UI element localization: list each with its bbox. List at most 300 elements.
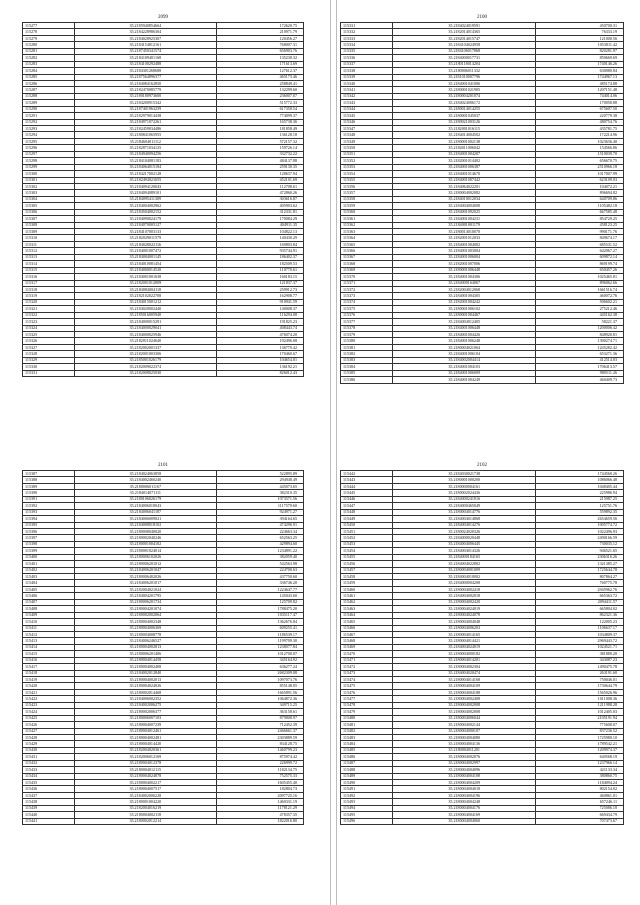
coordinate-cell: 35.2180004002418	[393, 586, 536, 592]
value-cell: 1086066.48	[535, 477, 623, 483]
coordinate-cell: 35.2184001006004	[393, 254, 536, 260]
row-id-cell: 115425	[23, 715, 75, 721]
row-id-cell: 115332	[341, 29, 393, 35]
coordinate-cell: 35.2180004002408	[75, 664, 217, 670]
row-id-cell: 115285	[23, 74, 75, 80]
coordinate-cell: 35.2184001041006	[393, 80, 536, 86]
value-cell: 472860.26	[216, 190, 303, 196]
coordinate-cell: 35.2180004004176	[393, 805, 536, 811]
coordinate-cell: 35.2180004024019	[393, 606, 536, 612]
value-cell: 2105191.94	[535, 715, 623, 721]
value-cell: 1234891.22	[216, 548, 303, 554]
value-cell: 191825.23	[216, 319, 303, 325]
value-cell: 226999.72	[216, 760, 303, 766]
coordinate-cell: 35.2180004006369	[75, 625, 217, 631]
coordinate-cell: 35.2184004024019	[393, 644, 536, 650]
value-cell: 125709.82	[216, 599, 303, 605]
row-id-cell: 115449	[341, 516, 393, 522]
row-id-cell: 115353	[341, 164, 393, 170]
coordinate-cell: 35.2180004014458	[75, 657, 217, 663]
coordinate-cell: 35.2180006007103	[75, 715, 217, 721]
value-cell: 259912.73	[216, 286, 303, 292]
coordinate-cell: 35.2180006201406	[75, 651, 217, 657]
coordinate-cell: 35.2184000164067	[393, 280, 536, 286]
value-cell: 774099.37	[216, 113, 303, 119]
row-id-cell: 115328	[23, 351, 75, 357]
value-cell: 506602.21	[535, 299, 623, 305]
coordinate-cell: 35.2180004002420	[393, 599, 536, 605]
row-id-cell: 115373	[341, 293, 393, 299]
coordinate-cell: 35.2184001004306	[393, 274, 536, 280]
coordinate-cell: 35.2184002012840	[75, 670, 217, 676]
value-cell: 669434.79	[535, 812, 623, 818]
row-id-cell: 115352	[341, 158, 393, 164]
row-id-cell: 115319	[23, 293, 75, 299]
coordinate-cell: 35.2180841065955	[75, 132, 217, 138]
row-id-cell: 115472	[341, 664, 393, 670]
row-id-cell: 115304	[23, 196, 75, 202]
table-block-2100	[340, 14, 624, 384]
coordinate-cell: 35.2180004004018	[393, 786, 536, 792]
coordinate-cell: 35.2184604011112	[75, 138, 217, 144]
value-cell: 435781.75	[535, 126, 623, 132]
row-id-cell: 115308	[23, 222, 75, 228]
value-cell: 1661516.74	[535, 286, 623, 292]
coordinate-cell: 35.2180004012115	[75, 767, 217, 773]
value-cell: 259130.35	[216, 164, 303, 170]
value-cell: 421133.34	[535, 767, 623, 773]
row-id-cell: 115360	[341, 209, 393, 215]
row-id-cell: 115393	[23, 509, 75, 515]
row-id-cell: 115496	[341, 818, 393, 824]
coordinate-cell: 35.2184004020474	[393, 670, 536, 676]
value-cell: 121000.56	[535, 35, 623, 41]
row-id-cell: 115345	[341, 113, 393, 119]
value-cell: 465173.46	[216, 74, 303, 80]
row-id-cell: 115326	[23, 338, 75, 344]
row-id-cell: 115457	[341, 567, 393, 573]
coordinate-cell: 35.2184006009021	[75, 516, 217, 522]
coordinate-cell: 35.2184000465049	[393, 503, 536, 509]
coordinate-cell: 35.2180004002082	[393, 190, 536, 196]
value-cell: 675607.50	[535, 106, 623, 112]
row-id-cell: 115419	[23, 677, 75, 683]
value-cell: 1073571.56	[216, 496, 303, 502]
row-id-cell: 115382	[341, 351, 393, 357]
coordinate-cell: 35.2180001006448	[393, 267, 536, 273]
row-id-cell: 115391	[23, 496, 75, 502]
row-id-cell: 115300	[23, 171, 75, 177]
value-cell: 896062.66	[535, 280, 623, 286]
row-id-cell: 115483	[341, 734, 393, 740]
value-cell: 2306316.26	[535, 554, 623, 560]
value-cell: 1097073.76	[216, 677, 303, 683]
value-cell: 258849.41	[216, 80, 303, 86]
row-id-cell: 115370	[341, 274, 393, 280]
row-id-cell: 115459	[341, 580, 393, 586]
row-id-cell: 115453	[341, 541, 393, 547]
row-id-cell: 115348	[341, 132, 393, 138]
value-cell: 896694.82	[535, 190, 623, 196]
coordinate-cell: 35.2180001002138	[393, 138, 536, 144]
data-table	[22, 22, 304, 377]
row-id-cell: 115288	[23, 93, 75, 99]
coordinate-cell: 35.2184001004231	[393, 216, 536, 222]
value-cell: 162908.77	[216, 293, 303, 299]
coordinate-cell: 35.2184004014326	[393, 548, 536, 554]
row-id-cell: 115447	[341, 503, 393, 509]
table-block-2102	[340, 462, 624, 825]
coordinate-cell: 35.2185016005940	[75, 312, 217, 318]
coordinate-cell: 35.2184200915342	[75, 100, 217, 106]
data-table	[22, 470, 304, 825]
coordinate-cell: 35.2180004002008	[393, 702, 536, 708]
coordinate-cell: 35.2184001092025	[393, 209, 536, 215]
coordinate-cell: 35.2182001007006	[393, 261, 536, 267]
row-id-cell: 115397	[23, 535, 75, 541]
block-title: 2100	[477, 15, 487, 20]
coordinate-cell: 35.2180004006203	[393, 625, 536, 631]
row-id-cell: 115488	[341, 767, 393, 773]
value-cell: 1321385.27	[535, 561, 623, 567]
coordinate-cell: 35.2180001004467	[393, 312, 536, 318]
row-id-cell: 115313	[23, 254, 75, 260]
coordinate-cell: 35.2180004021064	[393, 344, 536, 350]
row-id-cell: 115437	[23, 792, 75, 798]
coordinate-cell: 35.2184301268688	[75, 68, 217, 74]
value-cell: 104822.13	[216, 229, 303, 235]
row-id-cell: 115295	[23, 138, 75, 144]
value-cell: 136770.42	[216, 344, 303, 350]
coordinate-cell: 35.2180004004108	[393, 773, 536, 779]
coordinate-cell: 35.2180004024026	[75, 683, 217, 689]
coordinate-cell: 35.2182029011579	[75, 235, 217, 241]
value-cell: 2654659.56	[535, 516, 623, 522]
coordinate-cell: 35.2180004002997	[393, 760, 536, 766]
value-cell: 768007.31	[216, 42, 303, 48]
value-cell: 2303889.59	[216, 734, 303, 740]
row-id-cell: 115340	[341, 80, 393, 86]
table-block-2099	[22, 14, 304, 377]
coordinate-cell: 35.2184001003004	[393, 248, 536, 254]
row-id-cell: 115401	[23, 561, 75, 567]
coordinate-cell: 35.2182979014438	[75, 113, 217, 119]
row-id-cell: 115362	[341, 222, 393, 228]
row-id-cell: 115422	[23, 696, 75, 702]
value-cell: 802154.02	[535, 786, 623, 792]
row-id-cell: 115316	[23, 274, 75, 280]
value-cell: 1064872.36	[216, 696, 303, 702]
coordinate-cell: 35.2184001006387	[393, 164, 536, 170]
value-cell: 879808.97	[216, 715, 303, 721]
coordinate-cell: 35.2185001026179	[75, 357, 217, 363]
value-cell: 2510966.18	[535, 164, 623, 170]
value-cell: 450700.31	[535, 23, 623, 29]
value-cell: 1012700.07	[216, 651, 303, 657]
row-id-cell: 115374	[341, 299, 393, 305]
row-id-cell: 115283	[23, 61, 75, 67]
coordinate-cell: 35.2180006102026	[75, 554, 217, 560]
value-cell: 128637.94	[216, 171, 303, 177]
row-id-cell: 115334	[341, 42, 393, 48]
row-id-cell: 115463	[341, 606, 393, 612]
value-cell: 1725644.78	[535, 567, 623, 573]
coordinate-cell: 35.2182011024640	[75, 338, 217, 344]
coordinate-cell: 35.2184109401168	[75, 55, 217, 61]
value-cell: 159726.14	[216, 145, 303, 151]
value-cell: 170058.88	[535, 100, 623, 106]
row-id-cell: 115371	[341, 280, 393, 286]
coordinate-cell: 35.2184001006448	[393, 325, 536, 331]
value-cell: 744014.06	[535, 93, 623, 99]
value-cell: 1238077.84	[216, 644, 303, 650]
coordinate-cell: 35.2182004012068	[393, 286, 536, 292]
value-cell: 127612.37	[216, 68, 303, 74]
coordinate-cell: 35.2184002006275	[75, 702, 217, 708]
coordinate-cell: 35.2180118014204	[393, 61, 536, 67]
value-cell: 1788475.20	[216, 606, 303, 612]
row-id-cell: 115470	[341, 651, 393, 657]
coordinate-cell: 35.2184100292488	[75, 61, 217, 67]
row-id-cell: 115379	[341, 332, 393, 338]
value-cell: 924971.27	[216, 509, 303, 515]
page-divider-right	[336, 0, 337, 905]
value-cell: 458123.25	[535, 222, 623, 228]
coordinate-cell: 35.2182008025030	[75, 370, 217, 376]
value-cell: 220779.38	[535, 113, 623, 119]
row-id-cell: 115432	[23, 760, 75, 766]
value-cell: 1245282.42	[535, 344, 623, 350]
row-id-cell: 115444	[341, 483, 393, 489]
coordinate-cell: 35.2184001006248	[393, 338, 536, 344]
value-cell: 1053811.42	[535, 42, 623, 48]
row-id-cell: 115344	[341, 106, 393, 112]
value-cell: 186402.37	[216, 254, 303, 260]
value-cell: 154566.86	[535, 145, 623, 151]
value-cell: 136128.18	[216, 132, 303, 138]
row-id-cell: 115290	[23, 106, 75, 112]
value-cell: 640568.19	[535, 754, 623, 760]
value-cell: 542563.98	[216, 561, 303, 567]
row-id-cell: 115407	[23, 599, 75, 605]
coordinate-cell: 35.2184104024958	[393, 42, 536, 48]
value-cell: 182804.73	[216, 786, 303, 792]
value-cell: 1822016.80	[216, 818, 303, 824]
value-cell: 224700.63	[216, 567, 303, 573]
coordinate-cell: 35.2180002012214	[75, 818, 217, 824]
value-cell: 210971.79	[216, 29, 303, 35]
coordinate-cell: 35.2180106026179	[75, 496, 217, 502]
coordinate-cell: 35.2182001016115	[393, 126, 536, 132]
row-id-cell: 115417	[23, 664, 75, 670]
coordinate-cell: 35.2182001003306	[75, 351, 217, 357]
coordinate-cell: 35.2180004004096	[393, 767, 536, 773]
value-cell: 1178121.29	[216, 805, 303, 811]
row-id-cell: 115430	[23, 747, 75, 753]
coordinate-cell: 35.2182014014365	[393, 29, 536, 35]
table-row	[341, 377, 624, 383]
row-id-cell: 115473	[341, 670, 393, 676]
coordinate-cell: 35.2184940094256	[75, 151, 217, 157]
coordinate-cell: 35.2180004024078	[393, 612, 536, 618]
value-cell: 617358.54	[216, 106, 303, 112]
value-cell: 1005774.72	[535, 522, 623, 528]
value-cell: 650457.26	[535, 267, 623, 273]
coordinate-cell: 35.2180004004109	[393, 683, 536, 689]
value-cell: 656670.75	[535, 158, 623, 164]
row-id-cell: 115450	[341, 522, 393, 528]
coordinate-cell: 35.2180004004188	[393, 689, 536, 695]
row-id-cell: 115495	[341, 812, 393, 818]
row-id-cell: 115278	[23, 29, 75, 35]
value-cell: 636277.24	[216, 664, 303, 670]
block-title: 2101	[158, 463, 168, 468]
value-cell: 2466661.37	[216, 728, 303, 734]
coordinate-cell: 35.2180006402026	[75, 574, 217, 580]
coordinate-cell: 35.2180004014168	[393, 677, 536, 683]
row-id-cell: 115359	[341, 203, 393, 209]
coordinate-cell: 35.2181010007796	[393, 74, 536, 80]
coordinate-cell: 35.2184020002440	[75, 306, 217, 312]
value-cell: 1605455.40	[216, 780, 303, 786]
row-id-cell: 115297	[23, 151, 75, 157]
row-id-cell: 115386	[341, 377, 393, 383]
value-cell: 1744967.13	[535, 74, 623, 80]
value-cell: 172620.75	[216, 23, 303, 29]
value-cell: 1362676.84	[216, 619, 303, 625]
value-cell: 850669.69	[535, 55, 623, 61]
coordinate-cell: 35.2184095411309	[75, 196, 217, 202]
value-cell: 1106637.17	[535, 625, 623, 631]
row-id-cell: 115377	[341, 319, 393, 325]
row-id-cell: 115355	[341, 177, 393, 183]
value-cell: 460409.73	[535, 377, 623, 383]
row-id-cell: 115435	[23, 780, 75, 786]
value-cell: 140430.29	[216, 235, 303, 241]
row-id-cell: 115395	[23, 522, 75, 528]
row-id-cell: 115403	[23, 574, 75, 580]
table-block-2101	[22, 462, 304, 825]
coordinate-cell: 35.2184014004502	[393, 132, 536, 138]
coordinate-cell: 35.2180001024014	[75, 548, 217, 554]
coordinate-cell: 35.2180004012461	[75, 728, 217, 734]
row-id-cell: 115475	[341, 683, 393, 689]
value-cell: 380860.75	[535, 773, 623, 779]
coordinate-cell: 35.2180006011167	[75, 483, 217, 489]
coordinate-cell: 35.2180004006044	[393, 715, 536, 721]
row-id-cell: 115460	[341, 586, 393, 592]
coordinate-cell: 35.2184000015291	[75, 319, 217, 325]
value-cell: 849674.17	[535, 235, 623, 241]
row-id-cell: 115315	[23, 267, 75, 273]
coordinate-cell: 35.2184001004207	[393, 151, 536, 157]
row-id-cell: 115468	[341, 638, 393, 644]
coordinate-cell: 35.2180004201074	[75, 606, 217, 612]
value-cell: 263191.60	[535, 670, 623, 676]
coordinate-cell: 35.2180024020326	[393, 528, 536, 534]
row-id-cell: 115454	[341, 548, 393, 554]
coordinate-cell: 35.2184004022802	[393, 561, 536, 567]
row-id-cell: 115291	[23, 113, 75, 119]
row-id-cell: 115333	[341, 35, 393, 41]
value-cell: 165738.36	[216, 119, 303, 125]
coordinate-cell: 35.2182871034125	[75, 145, 217, 151]
value-cell: 121837.37	[216, 280, 303, 286]
value-cell: 478357.35	[216, 812, 303, 818]
value-cell: 1022496.93	[535, 528, 623, 534]
coordinate-cell: 35.2184001006009	[393, 370, 536, 376]
coordinate-cell: 35.2187450341574	[75, 48, 217, 54]
row-id-cell: 115358	[341, 196, 393, 202]
value-cell: 132299.60	[216, 87, 303, 93]
value-cell: 640709.86	[535, 196, 623, 202]
coordinate-cell: 35.2180004002481	[75, 734, 217, 740]
coordinate-cell: 35.2180006201734	[75, 599, 217, 605]
coordinate-cell: 35.2184107003133	[75, 229, 217, 235]
row-id-cell: 115287	[23, 87, 75, 93]
value-cell: 460072.76	[535, 293, 623, 299]
value-cell: 653271.36	[535, 351, 623, 357]
coordinate-cell: 35.2184000004208	[393, 580, 536, 586]
row-id-cell: 115404	[23, 580, 75, 586]
coordinate-cell: 35.2182001012009	[75, 280, 217, 286]
row-id-cell: 115277	[23, 23, 75, 29]
row-id-cell: 115469	[341, 644, 393, 650]
coordinate-cell: 35.2180004004169	[393, 812, 536, 818]
coordinate-cell: 35.2180002002064	[75, 612, 217, 618]
value-cell: 2682309.08	[216, 670, 303, 676]
row-id-cell: 115413	[23, 638, 75, 644]
coordinate-cell: 35.2182009022374	[75, 364, 217, 370]
coordinate-cell: 35.2180180973600	[75, 93, 217, 99]
value-cell: 76333.19	[535, 29, 623, 35]
row-id-cell: 115366	[341, 248, 393, 254]
coordinate-cell: 35.2180001000200	[393, 477, 536, 483]
value-cell: 875974.42	[216, 754, 303, 760]
value-cell: 429894.60	[216, 541, 303, 547]
coordinate-cell: 35.2185940854664	[75, 23, 217, 29]
coordinate-cell: 35.2184000017731	[393, 55, 536, 61]
row-id-cell: 115448	[341, 509, 393, 515]
value-cell: 665804.02	[535, 606, 623, 612]
coordinate-cell: 35.2184024019591	[393, 23, 536, 29]
value-cell: 2490166.59	[535, 535, 623, 541]
value-cell: 1565026.96	[535, 689, 623, 695]
row-id-cell: 115431	[23, 754, 75, 760]
value-cell: 294948.49	[216, 477, 303, 483]
coordinate-cell: 35.2180002014468	[75, 689, 217, 695]
value-cell: 476074.20	[216, 332, 303, 338]
value-cell: 332732.22	[216, 151, 303, 157]
row-id-cell: 115423	[23, 702, 75, 708]
row-id-cell: 115378	[341, 325, 393, 331]
value-cell: 136192.21	[216, 364, 303, 370]
coordinate-cell: 35.2180004201074	[393, 93, 536, 99]
coordinate-cell: 35.2180004002813	[75, 644, 217, 650]
coordinate-cell: 35.2184064015184	[75, 164, 217, 170]
row-id-cell: 115314	[23, 261, 75, 267]
row-id-cell: 115282	[23, 55, 75, 61]
row-id-cell: 115331	[341, 23, 393, 29]
row-id-cell: 115335	[341, 48, 393, 54]
value-cell: 343087.23	[535, 657, 623, 663]
value-cell: 1199709.30	[216, 638, 303, 644]
coordinate-cell: 35.2182102022708	[75, 293, 217, 299]
value-cell: 1011008.36	[535, 696, 623, 702]
coordinate-cell: 35.2180004007239	[75, 722, 217, 728]
row-id-cell: 115307	[23, 216, 75, 222]
coordinate-cell: 35.2180002006377	[75, 709, 217, 715]
